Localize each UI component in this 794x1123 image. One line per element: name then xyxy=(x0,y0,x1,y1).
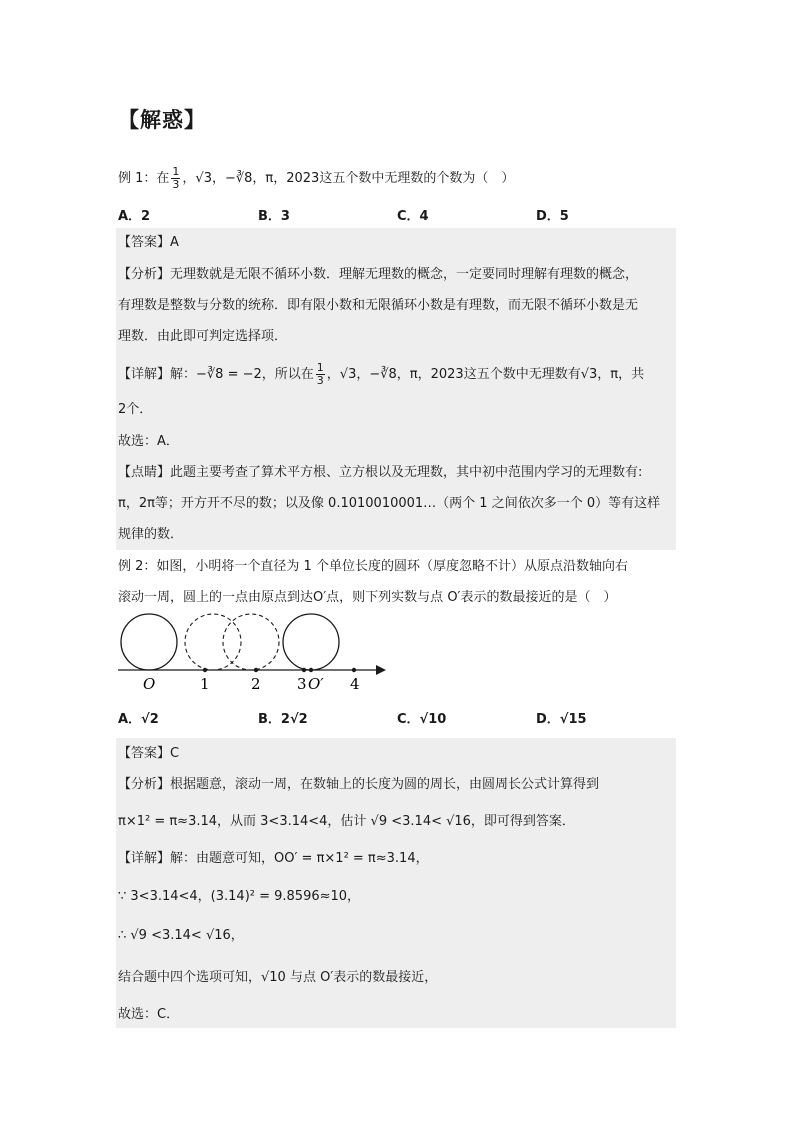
ex1-analysis-line1: 【分析】无理数就是无限不循环小数．理解无理数的概念，一定要同时理解有理数的概念， xyxy=(118,267,639,282)
ex2-detail-line2: ∵ 3<3.14<4，(3.14)² = 9.8596≈10， xyxy=(118,889,361,904)
ex2-answer: 【答案】C xyxy=(118,746,180,761)
label-1: 1 xyxy=(200,675,210,693)
ex2-analysis-line2: π×1² = π≈3.14，从而 3<3.14<4，估计 √9 <3.14< √16，即可得到答案． xyxy=(118,814,575,829)
ex1-detail-line2: 2个． xyxy=(118,402,153,417)
fraction-one-third: $\frac{1}{3}$ xyxy=(172,165,180,191)
ex1-answer: 【答案】A xyxy=(118,235,179,250)
ex2-option-c: C．√10 xyxy=(397,712,447,727)
ex1-detail-line1: 【详解】解：−∛8 = −2，所以在 $\frac{1}{3}$ ，√3，−∛8，π，2023这五个数中无理数有√3，π，共 xyxy=(118,361,645,387)
ex2-choose: 故选：C． xyxy=(118,1007,180,1022)
ex1-option-a: A．2 xyxy=(118,209,151,224)
ex2-question-line1: 例 2：如图，小明将一个直径为 1 个单位长度的圆环（厚度忽略不计）从原点沿数轴向右 xyxy=(118,559,628,574)
ex2-detail-line4: 结合题中四个选项可知，√10 与点 O′表示的数最接近， xyxy=(118,970,438,985)
axis-arrow-icon xyxy=(376,665,386,675)
label-3: 3 xyxy=(297,675,307,693)
circle-end xyxy=(283,614,339,670)
point-o-prime xyxy=(309,668,313,672)
ex1-analysis-line2: 有理数是整数与分数的统称．即有限小数和无限循环小数是有理数，而无限不循环小数是无 xyxy=(118,298,639,313)
ex2-detail-line1: 【详解】解：由题意可知，OO′ = π×1² = π≈3.14， xyxy=(118,851,429,866)
rolling-circle-figure xyxy=(112,610,396,694)
circle-rolling-2 xyxy=(223,614,279,670)
ex1-analysis-line3: 理数．由此即可判定选择项． xyxy=(118,329,288,344)
ex1-option-c: C．4 xyxy=(397,209,429,224)
ex2-analysis-line1: 【分析】根据题意，滚动一周，在数轴上的长度为圆的周长，由圆周长公式计算得到 xyxy=(118,777,600,792)
point-2 xyxy=(254,668,258,672)
ex1-comment-line2: π，2π等；开方开不尽的数；以及像 0.1010010001…（两个 1 之间依次多一个 0）等有这样 xyxy=(118,496,661,511)
ex1-question-items: ，√3，−∛8，π，2023这五个数中无理数的个数为（ ） xyxy=(182,171,515,186)
point-1 xyxy=(203,668,207,672)
ex1-question-prefix: 例 1：在 xyxy=(118,171,170,186)
circle-start xyxy=(121,614,177,670)
ex1-question xyxy=(118,166,514,191)
ex1-comment-line3: 规律的数． xyxy=(118,527,184,542)
ex1-option-b: B．3 xyxy=(258,209,290,224)
label-o-prime: O′ xyxy=(308,675,324,693)
ex1-option-d: D．5 xyxy=(536,209,569,224)
ex2-question-line2: 滚动一周，圆上的一点由原点到达O′点，则下列实数与点 O′表示的数最接近的是（ ） xyxy=(118,590,617,605)
ex2-option-b: B．2√2 xyxy=(258,712,308,727)
ex2-option-d: D．√15 xyxy=(536,712,587,727)
label-4: 4 xyxy=(350,675,360,693)
ex1-choose: 故选：A． xyxy=(118,434,179,449)
ex2-option-a: A．√2 xyxy=(118,712,159,727)
point-3 xyxy=(302,668,306,672)
circle-rolling-1 xyxy=(185,614,241,670)
ex2-detail-line3: ∴ √9 <3.14< √16， xyxy=(118,928,244,943)
fraction-one-third-detail: $\frac{1}{3}$ xyxy=(316,361,324,387)
point-4 xyxy=(352,668,356,672)
label-o: O xyxy=(143,675,156,693)
label-2: 2 xyxy=(251,675,261,693)
section-heading: 【解惑】 xyxy=(118,108,206,132)
ex1-comment-line1: 【点睛】此题主要考查了算术平方根、立方根以及无理数，其中初中范围内学习的无理数有: xyxy=(118,465,643,480)
